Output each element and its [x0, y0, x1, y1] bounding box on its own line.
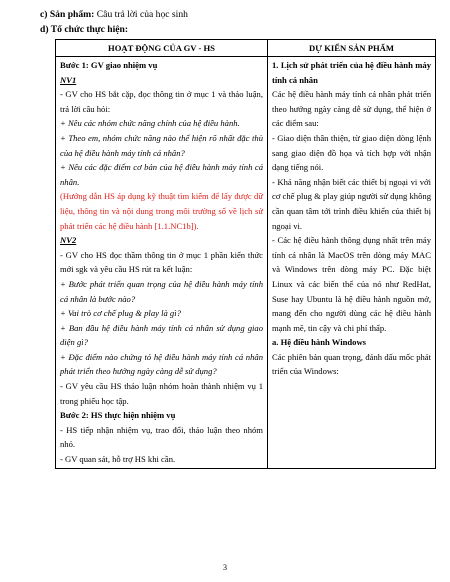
point-interface: - Giao diện thân thiện, từ giao diện dòng lệnh sang giao diện đồ họa và tích hợp với nhận dạng tiếng nói.: [272, 132, 431, 173]
point-plug-and-play: - Khả năng nhận biết các thiết bị ngoại vi với cơ chế plug & play giúp người sử dụng không cần quan tâm tới trình điều khiển của thiết bị ngoại vi.: [272, 176, 431, 231]
section-1-heading: 1. Lịch sử phát triển của hệ điều hành máy tính cá nhân: [272, 60, 431, 85]
nv2-question-1: + Bước phát triển quan trọng của hệ điều hành máy tính cá nhân là bước nào?: [60, 278, 263, 304]
step-2-line-2: - GV quan sát, hỗ trợ HS khi cần.: [60, 454, 176, 465]
windows-intro: Các phiên bản quan trọng, đánh dấu mốc phát triển của Windows:: [272, 351, 431, 377]
product-line: [40, 9, 188, 21]
windows-heading: a. Hệ điều hành Windows: [272, 337, 367, 348]
header-expected-product: DỰ KIẾN SẢN PHẨM: [268, 40, 436, 57]
nv1-instruction: - GV cho HS bắt cặp, đọc thông tin ở mục 1 và thảo luận, trả lời câu hỏi:: [60, 89, 263, 114]
expected-product-cell: [268, 57, 436, 469]
product-value: Câu trả lời của học sinh: [96, 9, 188, 20]
step-2-line-1: - HS tiếp nhận nhiệm vụ, trao đổi, thảo luận theo nhóm nhỏ.: [60, 424, 263, 450]
group-worksheet-instruction: - GV yêu cầu HS thảo luận nhóm hoàn thành nhiệm vụ 1 trong phiếu học tập.: [60, 381, 263, 406]
point-common-os: - Các hệ điều hành thông dụng nhất trên máy tính cá nhân là MacOS trên dòng máy MAC và Windows trên dòng máy PC. Đặc biệt Linux và các biến thể của nó như RedHat, Suse hay Ubuntu là hệ điều hành nguồn mở, mang đến cho người dùng các hệ điều hành mạnh mẽ, tin cậy và chi phí thấp.: [272, 235, 431, 333]
task-nv2-label: NV2: [60, 235, 77, 246]
section-1-intro: Các hệ điều hành máy tính cá nhân phát triển theo hướng ngày càng dễ sử dụng, thể hiện ở các điểm sau:: [272, 89, 431, 129]
nv2-question-4: + Đặc điểm nào chứng tỏ hệ điều hành máy tính cá nhân phát triển theo hướng ngày càng dễ sử dụng?: [60, 351, 263, 377]
header-teacher-student: HOẠT ĐỘNG CỦA GV - HS: [56, 40, 268, 57]
organization-heading: d) Tổ chức thực hiện:: [40, 24, 129, 35]
nv2-question-2: + Vai trò cơ chế plug & play là gì?: [60, 308, 181, 319]
activity-table: [55, 39, 436, 469]
nv1-question-2: + Theo em, nhóm chức năng nào thể hiện rõ nhất đặc thù của hệ điều hành máy tính cá nhân?: [60, 132, 263, 158]
page-number: 3: [223, 563, 227, 572]
nv1-question-3: + Nêu các đặc điểm cơ bản của hệ điều hành máy tính cá nhân.: [60, 162, 263, 187]
activity-cell: [56, 57, 268, 469]
step-1-heading: Bước 1: GV giao nhiệm vụ: [60, 60, 158, 70]
product-label: c) Sản phẩm:: [40, 9, 95, 20]
nv2-instruction: - GV cho HS đọc thầm thông tin ở mục 1 phần kiến thức mới sgk và yêu cầu HS rút ra kết luận:: [60, 249, 263, 275]
search-guidance-note: (Hướng dẫn HS áp dụng kỹ thuật tìm kiếm để lấy được dữ liệu, thông tin và nội dung trong môi trường số về lịch sử phát triển các hệ điều hành [1.1.NC1b]).: [60, 191, 263, 231]
table-row: [56, 57, 436, 469]
task-nv1-label: NV1: [60, 74, 77, 85]
table-header-row: [56, 40, 436, 57]
step-2-heading: Bước 2: HS thực hiện nhiệm vụ: [60, 410, 176, 421]
nv1-question-1: + Nêu các nhóm chức năng chính của hệ điều hành.: [60, 118, 240, 129]
nv2-question-3: + Ban đầu hệ điều hành máy tính cá nhân sử dụng giao diện gì?: [60, 322, 263, 348]
